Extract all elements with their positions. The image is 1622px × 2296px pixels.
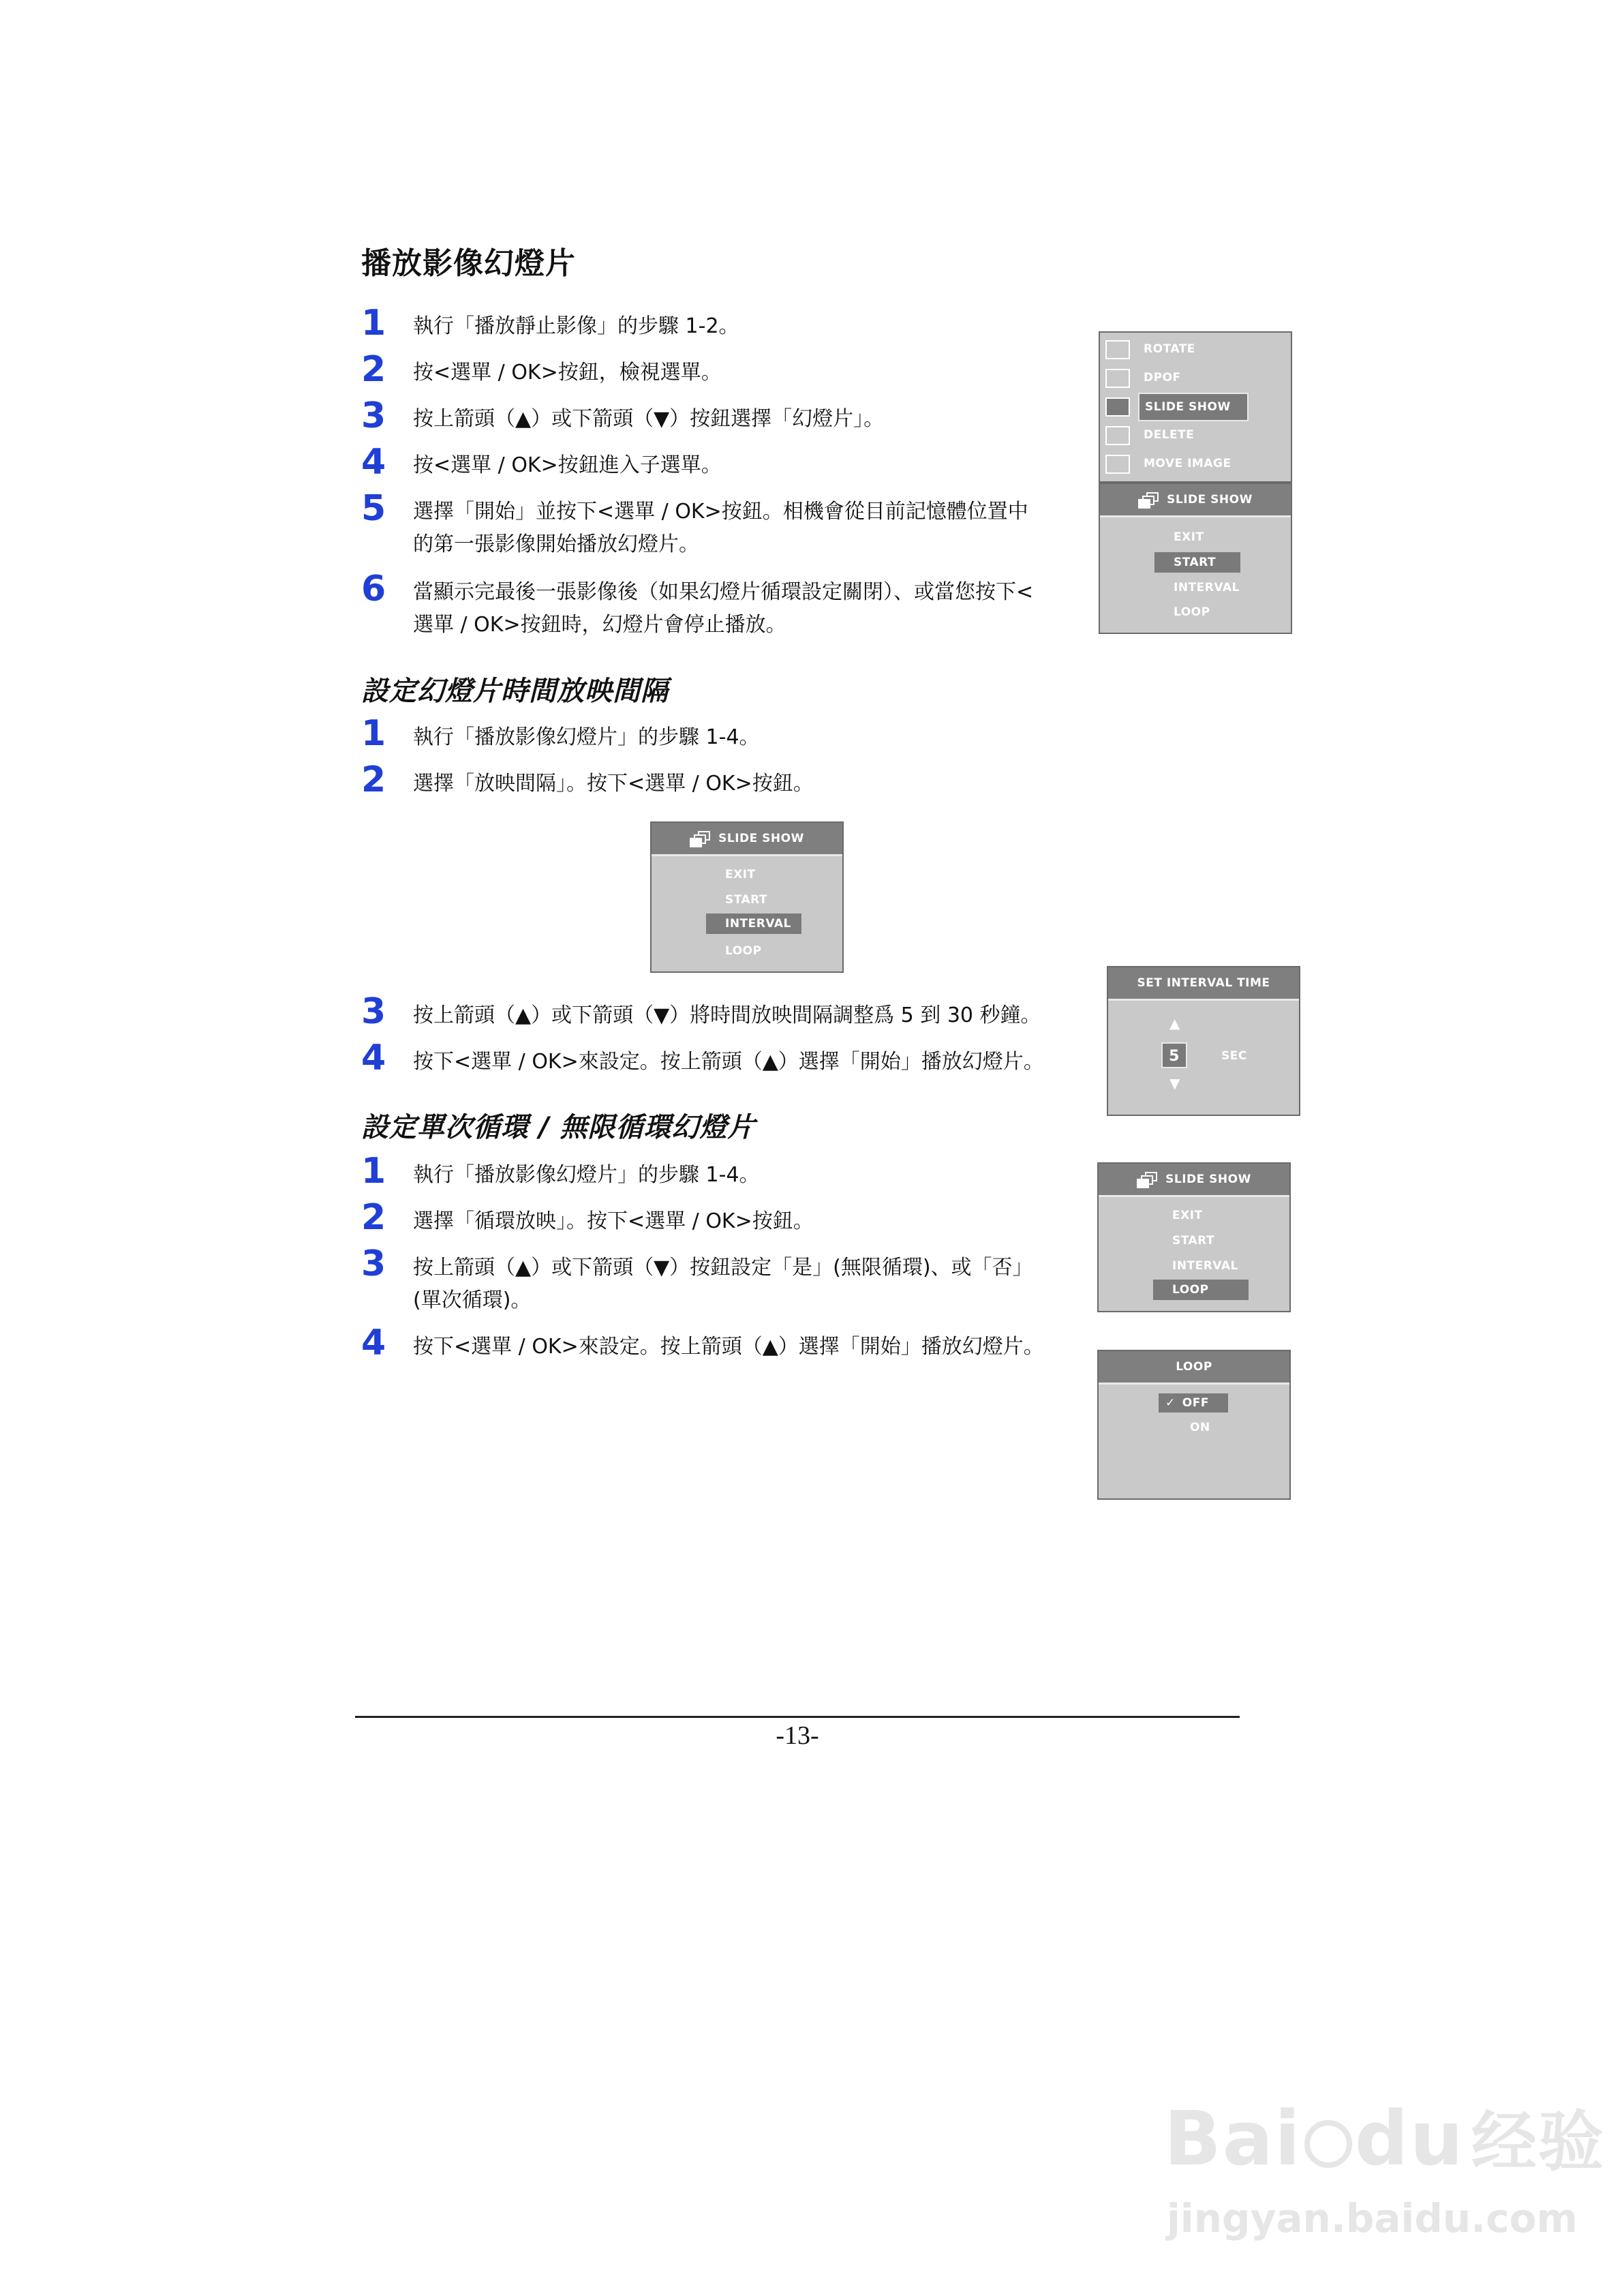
slideshow-icon <box>1137 1172 1157 1187</box>
section-title-slideshow: 播放影像幻燈片 <box>361 246 576 281</box>
panel-title <box>1100 484 1291 517</box>
step-number: 3 <box>361 991 386 1032</box>
menu-item-interval[interactable]: INTERVAL <box>1174 581 1240 594</box>
step-text: 按上箭頭（▲）或下箭頭（▼）按鈕設定「是」(無限循環)、或「否」 (單次循環)。 <box>413 1256 1033 1312</box>
step-number: 1 <box>361 303 386 344</box>
playback-menu-panel <box>1099 331 1292 483</box>
step-number: 1 <box>361 713 386 754</box>
step-text: 當顯示完最後一張影像後（如果幻燈片循環設定關閉）、或當您按下< 選單 / OK>按鈕時，幻燈片會停止播放。 <box>413 580 1034 637</box>
menu-item-label: DELETE <box>1144 428 1195 442</box>
step-text: 按下<選單 / OK>來設定。按上箭頭（▲）選擇「開始」播放幻燈片。 <box>413 1050 1044 1074</box>
trash-icon <box>1105 426 1130 445</box>
menu-item-delete[interactable] <box>1100 421 1291 449</box>
step-text: 按上箭頭（▲）或下箭頭（▼）按鈕選擇「幻燈片」。 <box>413 407 885 431</box>
menu-item-exit[interactable]: EXIT <box>725 868 756 881</box>
step-text: 按上箭頭（▲）或下箭頭（▼）將時間放映間隔調整爲 5 到 30 秒鐘。 <box>413 1003 1041 1027</box>
slideshow-submenu-panel-loop <box>1097 1162 1291 1312</box>
loop-option-label: OFF <box>1182 1396 1209 1410</box>
slideshow-icon <box>1105 397 1130 417</box>
down-arrow-icon[interactable]: ▼ <box>1169 1075 1180 1091</box>
menu-item-loop[interactable]: LOOP <box>1174 605 1210 619</box>
step-number: 4 <box>361 1038 386 1078</box>
panel-title: LOOP <box>1099 1351 1289 1385</box>
interval-time-panel <box>1107 966 1300 1116</box>
step-text: 按<選單 / OK>按鈕進入子選單。 <box>413 453 722 477</box>
watermark-text: 经验 <box>1471 2104 1605 2180</box>
step-number: 4 <box>361 442 386 483</box>
menu-item-move-image[interactable] <box>1100 450 1291 477</box>
menu-item-rotate[interactable] <box>1100 335 1291 363</box>
footer-rule <box>355 1716 1240 1718</box>
step-number: 2 <box>361 759 386 800</box>
slideshow-icon <box>1138 492 1159 507</box>
panel-title-text: SLIDE SHOW <box>718 832 804 845</box>
menu-item-label: MOVE IMAGE <box>1144 457 1231 470</box>
step-number: 2 <box>361 1197 386 1238</box>
step-text: 按下<選單 / OK>來設定。按上箭頭（▲）選擇「開始」播放幻燈片。 <box>413 1335 1044 1359</box>
step-text: 按<選單 / OK>按鈕，檢視選單。 <box>413 361 722 384</box>
step-text: 執行「播放影像幻燈片」的步驟 1-4。 <box>413 1163 760 1187</box>
step-text: 選擇「放映間隔」。按下<選單 / OK>按鈕。 <box>413 772 814 796</box>
step-number: 4 <box>361 1323 386 1363</box>
interval-value[interactable]: 5 <box>1161 1042 1187 1068</box>
dpof-icon <box>1105 369 1130 388</box>
section-title-loop: 設定單次循環 / 無限循環幻燈片 <box>361 1112 756 1143</box>
slideshow-submenu-panel <box>1099 483 1292 634</box>
step-number: 6 <box>361 569 386 609</box>
panel-title <box>1099 1164 1289 1197</box>
menu-item-interval[interactable]: INTERVAL <box>706 913 801 934</box>
loop-option-on[interactable]: ON <box>1190 1421 1210 1434</box>
menu-item-exit[interactable]: EXIT <box>1174 530 1204 544</box>
panel-title <box>652 823 842 856</box>
menu-item-start[interactable]: START <box>1154 552 1240 573</box>
move-image-icon <box>1105 455 1130 474</box>
menu-item-label: DPOF <box>1144 371 1181 384</box>
step-number: 5 <box>361 488 386 529</box>
step-text: 執行「播放影像幻燈片」的步驟 1-4。 <box>413 725 760 749</box>
step-number: 1 <box>361 1151 386 1192</box>
menu-item-dpof[interactable] <box>1100 364 1291 391</box>
panel-title-text: SLIDE SHOW <box>1167 493 1253 507</box>
section-title-interval: 設定幻燈片時間放映間隔 <box>361 676 669 707</box>
menu-item-exit[interactable]: EXIT <box>1172 1209 1203 1222</box>
up-arrow-icon[interactable]: ▲ <box>1169 1015 1180 1031</box>
watermark-url: jingyan.baidu.com <box>1167 2195 1578 2241</box>
menu-item-start[interactable]: START <box>725 893 768 907</box>
menu-item-loop[interactable]: LOOP <box>725 944 762 958</box>
watermark-text: du <box>1354 2095 1465 2182</box>
menu-item-loop[interactable]: LOOP <box>1153 1280 1249 1300</box>
loop-option-off[interactable] <box>1159 1393 1228 1413</box>
page-number: -13- <box>776 1721 819 1750</box>
panel-title: SET INTERVAL TIME <box>1108 967 1299 1001</box>
step-number: 2 <box>361 349 386 390</box>
check-icon: ✓ <box>1165 1396 1176 1410</box>
step-text: 選擇「開始」並按下<選單 / OK>按鈕。相機會從目前記憶體位置中 的第一張影像開始播放幻燈片。 <box>413 500 1028 556</box>
menu-item-slide-show[interactable] <box>1100 393 1291 420</box>
step-text: 執行「播放靜止影像」的步驟 1-2。 <box>413 314 739 338</box>
watermark-text: Bai <box>1164 2095 1302 2182</box>
loop-panel <box>1097 1350 1291 1500</box>
step-text: 選擇「循環放映」。按下<選單 / OK>按鈕。 <box>413 1209 814 1233</box>
watermark-brand <box>1164 2090 1605 2184</box>
slideshow-submenu-panel-interval <box>650 821 844 973</box>
step-number: 3 <box>361 1243 386 1284</box>
slideshow-icon <box>690 831 710 846</box>
menu-item-start[interactable]: START <box>1172 1234 1215 1248</box>
step-number: 3 <box>361 395 386 436</box>
paw-icon <box>1304 2120 1352 2168</box>
rotate-icon <box>1105 340 1130 359</box>
panel-title-text: SLIDE SHOW <box>1165 1173 1251 1186</box>
menu-item-label: SLIDE SHOW <box>1138 393 1249 421</box>
menu-item-interval[interactable]: INTERVAL <box>1172 1259 1238 1273</box>
menu-item-label: ROTATE <box>1144 342 1195 356</box>
interval-unit: SEC <box>1221 1049 1247 1063</box>
